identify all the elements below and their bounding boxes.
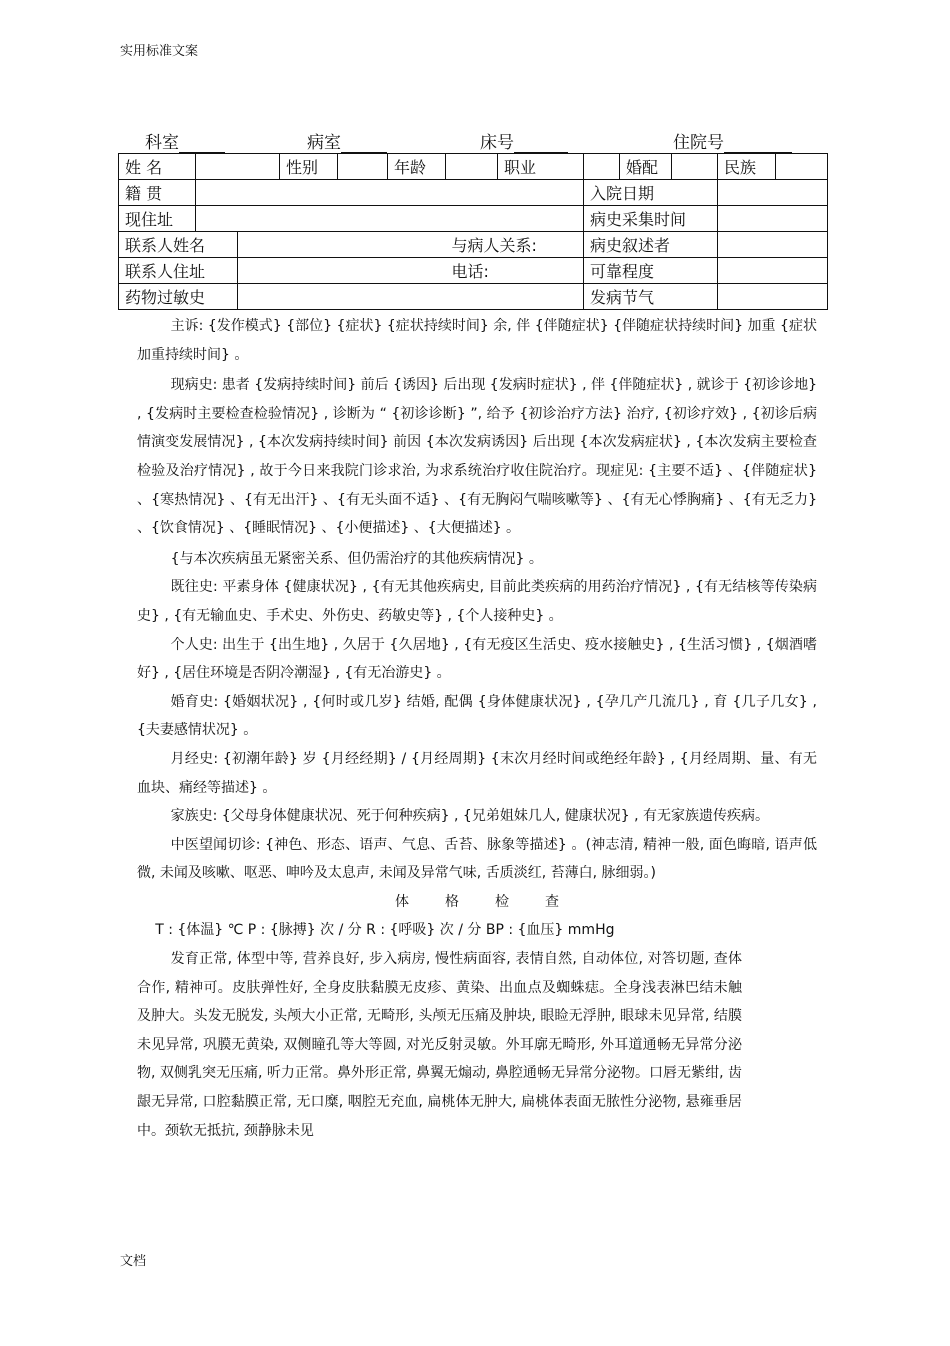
table-row: [119, 232, 828, 258]
tcm-diagnosis: 中医望闻切诊: {神色、形态、语声、气息、舌苔、脉象等描述} 。(神志清, 精神一般, 面色晦暗, 语声低微, 未闻及咳嗽、呕恶、呻吟及太息声, 未闻及异常气味, 舌质淡红, 苔薄白, 脉细弱。): [137, 836, 817, 882]
patient-info-table: [118, 153, 828, 310]
dept-label: 科室: [145, 133, 179, 153]
physical-exam: 发育正常, 体型中等, 营养良好, 步入病房, 慢性病面容, 表情自然, 自动体位, 对答切题, 查体合作, 精神可。皮肤弹性好, 全身皮肤黏膜无皮疹、黄染、出血点及蜘蛛痣。全身浅表淋巴结未触及肿大。头发无脱发, 头颅大小正常, 无畸形, 头颅无压痛及肿块, 眼睑无浮肿, 眼球未见异常, 结膜未见异常, 巩膜无黄染, 双侧瞳孔等大等圆, 对光反射灵敏。外耳廓无畸形, 外耳道通畅无异常分泌物, 双侧乳突无压痛, 听力正常。鼻外形正常, 鼻翼无煽动, 鼻腔通畅无异常分泌物。口唇无紫绀, 齿龈无异常, 口腔黏膜正常, 无口糜, 咽腔无充血, 扁桃体无肿大, 扁桃体表面无脓性分泌物, 悬雍垂居中。颈软无抵抗, 颈静脉未见: [137, 951, 742, 1139]
address-label: 现住址: [119, 206, 196, 232]
page-header-note: 实用标准文案: [120, 44, 199, 59]
onset-term-cell[interactable]: [718, 284, 828, 310]
narrator-cell[interactable]: [718, 232, 828, 258]
occupation-cell[interactable]: [584, 154, 620, 180]
marriage-cell[interactable]: [672, 154, 718, 180]
phone-label: 电话:: [446, 258, 584, 284]
table-row: [119, 258, 828, 284]
vital-signs: T : {体温} ℃ P : {脉搏} 次 / 分 R : {呼吸} 次 / 分 BP : {血压} mmHg: [155, 922, 615, 939]
native-place-label: 籍 贯: [119, 180, 196, 206]
exam-title-char: 检: [495, 893, 509, 910]
age-label: 年龄: [388, 154, 446, 180]
exam-title-char: 格: [445, 893, 459, 910]
marriage-label: 婚配: [620, 154, 672, 180]
dept-blank[interactable]: [179, 137, 225, 153]
record-topline: [145, 128, 845, 152]
onset-term-label: 发病节气: [584, 284, 718, 310]
relation-label: 与病人关系:: [446, 232, 584, 258]
sex-cell[interactable]: [338, 154, 388, 180]
age-cell[interactable]: [446, 154, 498, 180]
page-footer-note: 文档: [120, 1254, 147, 1269]
table-row: [119, 154, 828, 180]
reliability-label: 可靠程度: [584, 258, 718, 284]
ethnicity-label: 民族: [718, 154, 776, 180]
table-row: [119, 284, 828, 310]
exam-title-char: 查: [545, 893, 559, 910]
record-body: [137, 312, 817, 1145]
native-place-cell[interactable]: [196, 180, 584, 206]
ward-label: 病室: [307, 133, 341, 153]
reliability-cell[interactable]: [718, 258, 828, 284]
name-cell[interactable]: [196, 154, 280, 180]
bed-blank[interactable]: [514, 137, 568, 153]
name-label: 姓 名: [119, 154, 196, 180]
table-row: [119, 180, 828, 206]
past-history: 既往史: 平素身体 {健康状况} , {有无其他疾病史, 目前此类疾病的用药治疗情况} , {有无结核等传染病史} , {有无输血史、手术史、外伤史、药敏史等} , {个人接种史} 。: [137, 579, 817, 624]
exam-title: [137, 888, 817, 917]
contact-address-label: 联系人住址: [119, 258, 238, 284]
contact-address-cell[interactable]: [238, 258, 446, 284]
sex-label: 性别: [280, 154, 338, 180]
ward-field: [307, 128, 387, 153]
marital-history: 婚育史: {婚姻状况} , {何时或几岁} 结婚, 配偶 {身体健康状况} , {孕几产几流几} , 育 {几子几女} , {夫妻感情状况} 。: [137, 693, 817, 739]
admission-date-cell[interactable]: [718, 180, 828, 206]
history-time-label: 病史采集时间: [584, 206, 718, 232]
present-illness: 现病史: 患者 {发病持续时间} 前后 {诱因} 后出现 {发病时症状} , 伴 {伴随症状} , 就诊于 {初诊诊地} , {发病时主要检查检验情况} , 诊断为 “ {初诊诊断} ”, 给予 {初诊治疗方法} 治疗, {初诊疗效} , {初诊后病情演变发展情况} , {本次发病持续时间} 前因 {本次发病诱因} 后出现 {本次发病症状} , {本次发病主要检查检验及治疗情况} , 故于今日来我院门诊求治, 为求系统治疗收住院治疗。现症见: {主要不适} 、{伴随症状} 、{寒热情况} 、{有无出汗} 、{有无头面不适} 、{有无胸闷气喘咳嗽等} 、{有无心悸胸痛} 、{有无乏力} 、{饮食情况} 、{睡眠情况} 、{小便描述} 、{大便描述} 。: [137, 377, 817, 537]
personal-history: 个人史: 出生于 {出生地} , 久居于 {久居地} , {有无疫区生活史、疫水接触史} , {生活习惯} , {烟酒嗜好} , {居住环境是否阴冷潮湿} , {有无冶游史} 。: [137, 636, 817, 682]
contact-name-label: 联系人姓名: [119, 232, 238, 258]
inpatient-no-field: [673, 128, 792, 153]
occupation-label: 职业: [498, 154, 584, 180]
ward-blank[interactable]: [341, 137, 387, 153]
family-history: 家族史: {父母身体健康状况、死于何种疾病} , {兄弟姐妹几人, 健康状况} , 有无家族遗传疾病。: [170, 808, 769, 825]
menstrual-history: 月经史: {初潮年龄} 岁 {月经经期} / {月经周期} {末次月经时间或绝经年龄} , {月经周期、量、有无血块、痛经等描述} 。: [137, 750, 817, 796]
inpatient-no-label: 住院号: [673, 133, 724, 153]
exam-title-char: 体: [395, 893, 409, 910]
bed-label: 床号: [480, 133, 514, 153]
chief-complaint: 主诉: {发作模式} {部位} {症状} {症状持续时间} 余, 伴 {伴随症状} {伴随症状持续时间} 加重 {症状加重持续时间} 。: [137, 318, 817, 363]
bed-field: [480, 128, 568, 153]
table-row: [119, 206, 828, 232]
history-time-cell[interactable]: [718, 206, 828, 232]
admission-date-label: 入院日期: [584, 180, 718, 206]
contact-name-cell[interactable]: [238, 232, 446, 258]
other-conditions: {与本次疾病虽无紧密关系、但仍需治疗的其他疾病情况} 。: [170, 550, 543, 567]
allergy-label: 药物过敏史: [119, 284, 238, 310]
ethnicity-cell[interactable]: [776, 154, 828, 180]
allergy-cell[interactable]: [238, 284, 584, 310]
inpatient-no-blank[interactable]: [724, 137, 792, 153]
address-cell[interactable]: [196, 206, 584, 232]
dept-field: [145, 128, 225, 153]
narrator-label: 病史叙述者: [584, 232, 718, 258]
